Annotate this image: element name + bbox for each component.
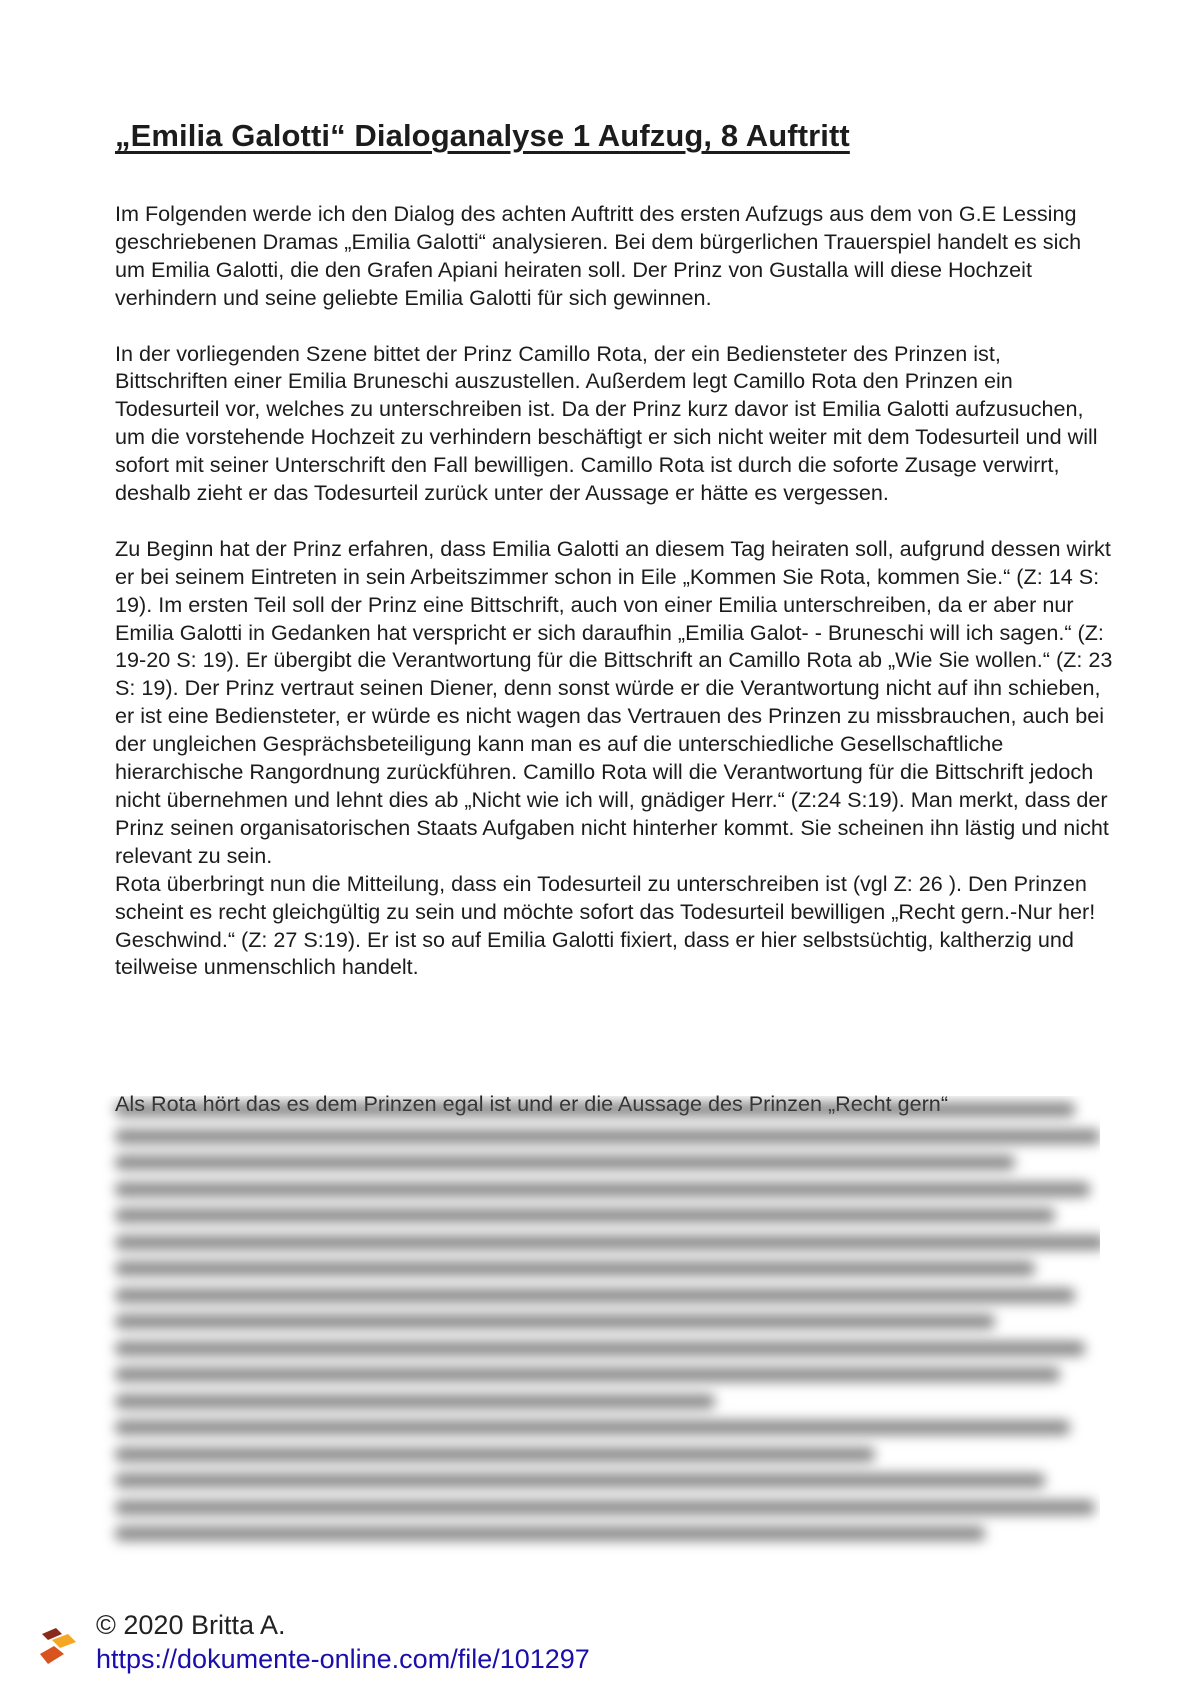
blurred-line: [115, 1155, 1015, 1170]
paragraph-analysis: Zu Beginn hat der Prinz erfahren, dass Emilia Galotti an diesem Tag heiraten soll, aufgrund dessen wirkt er bei seinem Eintreten in sein Arbeitszimmer schon in Eile „Kommen Sie Rota, kommen Sie.“ (Z: 14 S: 19). Im ersten Teil soll der Prinz eine Bittschrift, auch von einer Emilia unterschreiben, da er aber nur Emilia Galotti in Gedanken hat verspricht er sich daraufhin „Emilia Galot- - Bruneschi will ich sagen.“ (Z: 19-20 S: 19). Er übergibt die Verantwortung für die Bittschrift an Camillo Rota ab „Wie Sie wollen.“ (Z: 23 S: 19). Der Prinz vertraut seinen Diener, denn sonst würde er die Verantwortung nicht auf ihn schieben, er ist eine Bediensteter, er würde es nicht wagen das Vertrauen des Prinzen zu missbrauchen, auch bei der ungleichen Gesprächsbeteiligung kann man es auf die unterschiedliche Gesellschaftliche hierarchische Rangordnung zurückführen. Camillo Rota will die Verantwortung für die Bittschrift jedoch nicht übernehmen und lehnt dies ab „Nicht wie ich will, gnädiger Herr.“ (Z:24 S:19). Man merkt, dass der Prinz seinen organisatorischen Staats Aufgaben nicht hinterher kommt. Sie scheinen ihn lästig und nicht relevant zu sein.: [115, 535, 1113, 868]
blurred-line: [115, 1182, 1090, 1197]
blurred-text-lines: [100, 1096, 1100, 1576]
blurred-line: [115, 1261, 1035, 1276]
paragraph-intro: Im Folgenden werde ich den Dialog des achten Auftritt des ersten Aufzugs aus dem von G.E Lessing geschriebenen Dramas „Emilia Galotti“ analysieren. Bei dem bürgerlichen Trauerspiel handelt es sich um Emilia Galotti, die den Grafen Apiani heiraten soll. Der Prinz von Gustalla will diese Hochzeit verhindern und seine geliebte Emilia Galotti für sich gewinnen.: [115, 201, 1082, 310]
blurred-content: [100, 1096, 1100, 1576]
source-link[interactable]: https://dokumente-online.com/file/101297: [96, 1644, 590, 1674]
blurred-line: [115, 1208, 1055, 1223]
blurred-line: [115, 1526, 985, 1541]
blurred-line: [115, 1341, 1085, 1356]
blurred-line: [115, 1473, 1045, 1488]
dokumente-online-logo-icon: [38, 1624, 84, 1670]
blurred-line: [115, 1129, 1100, 1144]
document-body: [115, 200, 1115, 1009]
logo-bottom-shape: [40, 1646, 64, 1664]
blurred-line: [115, 1102, 1075, 1117]
copyright-text: © 2020 Britta A.: [96, 1610, 286, 1640]
blurred-line: [115, 1500, 1095, 1515]
footer: [38, 1608, 938, 1688]
paragraph-analysis-continued: Rota überbringt nun die Mitteilung, dass ein Todesurteil zu unterschreiben ist (vgl Z: 26 ). Den Prinzen scheint es recht gleichgültig zu sein und möchte sofort das Todesurteil bewilligen „Recht gern.-Nur her! Geschwind.“ (Z: 27 S:19). Er ist so auf Emilia Galotti fixiert, dass er hier selbstsüchtig, kaltherzig und teilweise unmenschlich handelt.: [115, 870, 1096, 980]
blurred-line: [115, 1447, 875, 1462]
blurred-line: [115, 1288, 1075, 1303]
blurred-line: [115, 1394, 715, 1409]
blurred-line: [115, 1314, 995, 1329]
document-title: „Emilia Galotti“ Dialoganalyse 1 Aufzug, 8 Auftritt: [115, 118, 850, 153]
blurred-line: [115, 1235, 1100, 1250]
blurred-line: [115, 1367, 1060, 1382]
paragraph-summary: In der vorliegenden Szene bittet der Prinz Camillo Rota, der ein Bediensteter des Prinzen ist, Bittschriften einer Emilia Bruneschi auszustellen. Außerdem legt Camillo Rota den Prinzen ein Todesurteil vor, welches zu unterschreiben ist. Da der Prinz kurz davor ist Emilia Galotti aufzusuchen, um die vorstehende Hochzeit zu verhindern beschäftigt er sich nicht weiter mit dem Todesurteil und will sofort mit seiner Unterschrift den Fall bewilligen. Camillo Rota ist durch die soforte Zusage verwirrt, deshalb zieht er das Todesurteil zurück unter der Aussage er hätte es vergessen.: [115, 340, 1098, 506]
blurred-line: [115, 1420, 1070, 1435]
